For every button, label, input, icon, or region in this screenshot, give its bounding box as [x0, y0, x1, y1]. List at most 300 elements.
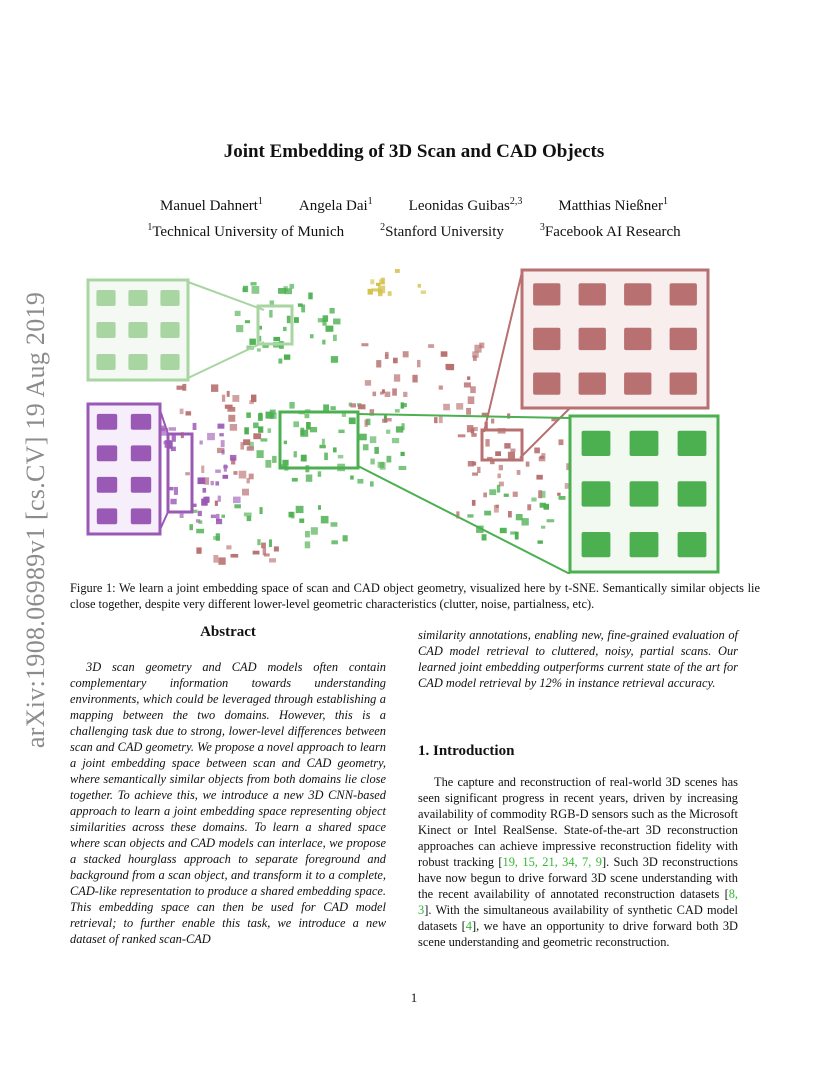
tsne-point [404, 403, 407, 407]
tsne-point [261, 543, 266, 549]
tsne-point [291, 512, 295, 519]
tsne-point [222, 395, 225, 402]
tsne-point [373, 392, 377, 397]
author: Leonidas Guibas$^{2,3}$ [408, 196, 523, 214]
abstract-text: 3D scan geometry and CAD models often contain complementary information towards understanding environments, which could be leveraged through establishing a mapping between the two domains. However, this is a challenging task due to strong, lower-level differences between scan and CAD geometry. We propose a novel approach to learn a joint embedding space between scan and CAD geometry, where semantically similar objects from both domains lie close together. To achieve this, we introduce a new 3D CNN-based approach to learn a joint embedding space representing object similarities across these domains. To learn a shared space where scan objects and CAD models can interlace, we propose a stacked hourglass approach to separate foreground and background from a scan object, and transform it to a complete, CAD-like representation to produce a shared embedding space. This embedding space can then be used for CAD model retrieval; to further enable this task, we introduce a new dataset of ranked scan-CAD [70, 660, 386, 946]
tsne-point [468, 396, 475, 404]
tsne-point [308, 293, 312, 300]
tsne-point [401, 452, 405, 456]
tsne-point [170, 499, 176, 505]
citation-link[interactable]: 4 [465, 919, 472, 933]
tsne-point [257, 539, 260, 545]
tsne-point [403, 351, 409, 357]
tsne-point [441, 351, 448, 357]
object-thumbnail [160, 290, 179, 306]
tsne-point [331, 522, 338, 527]
tsne-point [253, 551, 260, 555]
tsne-point [198, 520, 202, 523]
tsne-point [228, 415, 235, 422]
tsne-point [483, 493, 487, 498]
tsne-point [497, 485, 500, 493]
tsne-point [182, 384, 186, 391]
object-thumbnail [582, 532, 611, 557]
object-thumbnail [582, 481, 611, 506]
tsne-point [473, 427, 478, 431]
tsne-point [306, 475, 313, 482]
tsne-point [439, 386, 443, 390]
tsne-point [395, 409, 400, 412]
author: Matthias Nießner$^1$ [558, 196, 668, 214]
tsne-point [205, 477, 209, 485]
tsne-point [467, 514, 473, 517]
tsne-point [401, 423, 404, 430]
tsne-point [434, 417, 437, 423]
tsne-point [244, 427, 249, 434]
tsne-point [421, 291, 426, 294]
tsne-point [233, 471, 237, 475]
tsne-point [559, 496, 566, 500]
tsne-point [467, 376, 470, 380]
abstract-text-continued: similarity annotations, enabling new, fine-grained evaluation of CAD model retrieval to cluttered, noisy, partial scans. Our learned joint embedding outperforms current state of the art for CAD model retrieval by 12% in instance retrieval accuracy. [418, 628, 738, 690]
tsne-point [540, 503, 546, 508]
tsne-point [290, 284, 295, 289]
tsne-point [221, 515, 225, 518]
tsne-point [323, 404, 329, 411]
object-thumbnail [630, 431, 659, 456]
tsne-point [310, 334, 314, 338]
object-thumbnail [97, 508, 117, 524]
tsne-point [223, 475, 229, 479]
tsne-point [274, 546, 279, 551]
tsne-point [330, 308, 335, 314]
tsne-point [349, 418, 356, 425]
object-thumbnail [630, 481, 659, 506]
tsne-point [386, 430, 390, 434]
tsne-point [322, 340, 325, 345]
tsne-point [350, 476, 354, 480]
tsne-point [333, 447, 337, 452]
tsne-point [393, 358, 398, 364]
tsne-point [198, 511, 202, 516]
tsne-point [211, 481, 214, 485]
tsne-point [219, 433, 224, 436]
tsne-point [516, 514, 523, 520]
tsne-point [376, 360, 381, 367]
tsne-point [538, 540, 543, 543]
object-thumbnail [533, 373, 560, 395]
zoom-panel-green-light [88, 280, 188, 380]
tsne-point [510, 449, 515, 453]
tsne-point [374, 447, 379, 454]
tsne-point [318, 471, 322, 477]
tsne-point [251, 395, 256, 403]
tsne-point [482, 534, 487, 540]
object-thumbnail [96, 354, 115, 370]
tsne-point [381, 278, 385, 285]
tsne-point [310, 427, 317, 432]
tsne-point [472, 473, 478, 476]
object-thumbnail [533, 328, 560, 350]
tsne-point [477, 467, 480, 473]
tsne-point [392, 388, 397, 395]
tsne-point [395, 269, 400, 273]
tsne-point [351, 403, 357, 407]
tsne-figure [84, 262, 744, 574]
tsne-point [385, 392, 391, 397]
object-thumbnail [96, 290, 115, 306]
tsne-point [363, 444, 369, 450]
tsne-point [508, 511, 512, 518]
object-thumbnail [579, 283, 606, 305]
object-thumbnail [128, 322, 147, 338]
zoom-panel-green [570, 416, 718, 572]
object-thumbnail [131, 508, 151, 524]
tsne-point [378, 286, 385, 294]
zoom-panel-purple [88, 404, 160, 534]
tsne-point [318, 318, 323, 322]
citation-link[interactable]: 8, 3 [418, 887, 738, 917]
tsne-point [305, 531, 310, 537]
tsne-point [203, 497, 209, 503]
tsne-point [321, 516, 329, 524]
affiliation-list [0, 222, 828, 241]
tsne-point [269, 310, 272, 318]
tsne-point [242, 288, 246, 293]
tsne-point [387, 456, 392, 463]
tsne-point [215, 470, 221, 473]
tsne-point [380, 392, 384, 395]
tsne-point [270, 413, 277, 419]
tsne-point [235, 311, 241, 316]
tsne-point [201, 466, 204, 473]
tsne-point [244, 513, 252, 517]
tsne-point [338, 430, 344, 434]
tsne-point [193, 423, 197, 430]
intro-paragraph: The capture and reconstruction of real-world 3D scenes has seen significant progress in recent years, driven by increasing availability of commodity RGB-D sensors such as the Microsoft Kinect or Intel RealSense. State-of-the-art 3D reconstruction approaches can achieve impressive reconstruction fidelity with robust tracking [19, 15, 21, 34, 7, 9]. Such 3D reconstructions have now begun to drive forward 3D scene understanding with the recent availability of annotated reconstruction datasets [8, 3]. With the simultaneous availability of synthetic CAD model datasets [4], we have an opportunity to drive forward both 3D scene understanding and geometric reconstruction. [418, 775, 738, 949]
tsne-point [484, 511, 491, 516]
tsne-point [500, 528, 507, 533]
tsne-point [169, 487, 173, 491]
tsne-point [331, 356, 338, 363]
tsne-point [227, 407, 235, 412]
tsne-point [331, 540, 338, 544]
tsne-point [260, 507, 263, 514]
tsne-point [388, 291, 392, 296]
object-thumbnail [630, 532, 659, 557]
tsne-point [472, 500, 476, 506]
citation-link[interactable]: 19, 15, 21, 34, 7, 9 [502, 855, 602, 869]
tsne-point [547, 519, 555, 522]
tsne-point [249, 474, 254, 480]
tsne-point [306, 422, 311, 430]
tsne-point [542, 491, 546, 498]
tsne-point [230, 455, 237, 461]
tsne-point [240, 442, 244, 450]
object-thumbnail [670, 373, 697, 395]
tsne-point [498, 474, 501, 479]
tsne-point [216, 514, 219, 521]
tsne-point [247, 516, 252, 521]
tsne-point [357, 479, 363, 484]
tsne-point [213, 536, 220, 540]
tsne-point [196, 529, 204, 534]
tsne-point [296, 506, 304, 513]
tsne-point [278, 288, 286, 294]
tsne-point [385, 355, 389, 360]
tsne-point [283, 327, 287, 331]
tsne-point [203, 488, 207, 493]
object-thumbnail [96, 322, 115, 338]
tsne-point [333, 335, 337, 341]
author: Manuel Dahnert$^1$ [160, 196, 263, 214]
tsne-point [278, 359, 282, 364]
tsne-point [284, 441, 287, 445]
tsne-point [169, 427, 176, 431]
tsne-point [358, 404, 366, 409]
tsne-point [311, 527, 318, 535]
tsne-point [318, 505, 321, 510]
tsne-point [485, 439, 489, 447]
object-thumbnail [670, 283, 697, 305]
tsne-point [517, 470, 521, 475]
tsne-point [200, 441, 203, 445]
object-thumbnail [678, 481, 707, 506]
tsne-point [253, 423, 259, 429]
tsne-point [326, 326, 334, 332]
tsne-point [185, 472, 190, 475]
tsne-point [223, 465, 228, 468]
tsne-point [257, 348, 261, 351]
tsne-point [236, 325, 243, 332]
tsne-point [338, 455, 344, 459]
tsne-point [263, 548, 267, 555]
page-number: 1 [410, 990, 418, 1005]
tsne-point [213, 555, 218, 563]
tsne-point [403, 392, 407, 397]
tsne-point [370, 436, 377, 443]
tsne-point [417, 360, 421, 367]
paper-title: Joint Embedding of 3D Scan and CAD Objects [223, 141, 605, 162]
tsne-point [513, 492, 518, 497]
tsne-point [446, 364, 454, 369]
tsne-point [294, 317, 299, 323]
tsne-point [174, 487, 178, 495]
section-heading: 1. Introduction [418, 743, 515, 759]
object-thumbnail [624, 283, 651, 305]
tsne-point [289, 402, 294, 409]
tsne-point [496, 505, 499, 508]
tsne-point [282, 460, 288, 465]
tsne-point [232, 395, 239, 402]
tsne-point [495, 451, 501, 456]
tsne-point [227, 391, 230, 397]
object-thumbnail [131, 414, 151, 430]
tsne-point [378, 462, 384, 468]
tsne-point [259, 413, 262, 420]
tsne-point [305, 414, 310, 418]
tsne-point [305, 541, 311, 548]
object-thumbnail [678, 532, 707, 557]
tsne-point [299, 519, 304, 523]
tsne-point [468, 461, 474, 467]
tsne-point [382, 419, 387, 423]
object-thumbnail [579, 328, 606, 350]
tsne-point [189, 524, 193, 530]
tsne-point [180, 409, 184, 415]
tsne-point [269, 558, 276, 562]
tsne-point [211, 384, 218, 392]
object-thumbnail [670, 328, 697, 350]
tsne-point [207, 433, 215, 440]
affiliation: $^2$Stanford University [380, 222, 504, 240]
arxiv-stamp: arXiv:1908.06989v1 [cs.CV] 19 Aug 2019 [21, 291, 50, 749]
tsne-point [215, 481, 219, 485]
tsne-point [218, 496, 221, 502]
tsne-point [300, 430, 308, 437]
tsne-point [258, 426, 263, 432]
object-thumbnail [160, 322, 179, 338]
object-thumbnail [624, 328, 651, 350]
tsne-point [510, 531, 517, 534]
tsne-point [246, 412, 251, 418]
object-thumbnail [624, 373, 651, 395]
tsne-point [233, 497, 241, 504]
tsne-point [479, 343, 484, 349]
tsne-point [467, 425, 474, 432]
tsne-point [541, 526, 545, 529]
tsne-point [298, 303, 303, 306]
affiliation: $^3$Facebook AI Research [539, 222, 681, 240]
tsne-point [491, 419, 494, 424]
tsne-point [370, 459, 374, 465]
tsne-point [215, 501, 218, 506]
tsne-point [218, 424, 225, 429]
tsne-point [273, 337, 280, 341]
tsne-point [504, 443, 510, 449]
object-thumbnail [97, 414, 117, 430]
object-thumbnail [160, 354, 179, 370]
tsne-point [294, 451, 297, 457]
tsne-point [412, 375, 417, 383]
tsne-point [464, 382, 471, 387]
tsne-point [471, 433, 476, 437]
tsne-point [230, 424, 237, 431]
tsne-point [541, 453, 545, 458]
tsne-point [401, 402, 405, 408]
object-thumbnail [582, 431, 611, 456]
tsne-point [252, 286, 260, 294]
tsne-point [198, 477, 206, 484]
tsne-point [293, 421, 299, 427]
tsne-point [331, 406, 336, 410]
object-thumbnail [533, 283, 560, 305]
tsne-point [559, 439, 564, 445]
tsne-point [504, 494, 509, 497]
tsne-point [534, 448, 540, 454]
tsne-point [292, 478, 298, 482]
tsne-point [231, 554, 239, 558]
tsne-point [247, 446, 254, 450]
object-thumbnail [131, 477, 151, 493]
tsne-point [466, 408, 471, 415]
green-cluster-box [280, 412, 358, 468]
tsne-point [243, 439, 250, 445]
tsne-point [333, 319, 340, 325]
tsne-point [265, 460, 271, 468]
tsne-point [323, 315, 329, 322]
tsne-point [211, 515, 216, 519]
tsne-point [242, 489, 249, 496]
tsne-point [536, 475, 542, 480]
tsne-point [239, 471, 247, 479]
tsne-point [322, 439, 325, 445]
zoom-panel-red [522, 270, 708, 408]
author-list [0, 196, 828, 215]
tsne-point [359, 434, 366, 441]
tsne-point [489, 489, 496, 495]
tsne-point [443, 404, 450, 411]
tsne-point [343, 535, 348, 541]
tsne-point [361, 343, 368, 346]
object-thumbnail [97, 477, 117, 493]
object-thumbnail [678, 431, 707, 456]
tsne-point [218, 557, 225, 564]
tsne-point [526, 462, 530, 467]
tsne-point [370, 481, 374, 486]
tsne-point [268, 428, 272, 433]
tsne-point [301, 455, 307, 462]
figure-caption: Figure 1: We learn a joint embedding space of scan and CAD object geometry, visualized here by t-SNE. Semantically similar objects lie close together, despite very different lower-level geometric characteristics (clutter, noise, partialness, etc). [70, 581, 760, 611]
tsne-point [253, 433, 261, 439]
tsne-point [428, 344, 434, 348]
tsne-point [261, 438, 268, 441]
tsne-point [365, 380, 371, 386]
tsne-point [499, 465, 503, 470]
tsne-point [531, 498, 536, 502]
tsne-point [251, 282, 257, 285]
tsne-point [364, 420, 367, 427]
tsne-point [221, 440, 225, 447]
tsne-point [439, 416, 443, 423]
object-thumbnail [128, 354, 147, 370]
tsne-point [319, 445, 325, 449]
tsne-point [180, 514, 184, 518]
tsne-point [222, 450, 225, 455]
tsne-point [269, 539, 272, 547]
tsne-point [458, 434, 466, 437]
tsne-point [284, 355, 290, 360]
object-thumbnail [97, 445, 117, 461]
tsne-point [557, 493, 560, 496]
tsne-point [245, 320, 250, 323]
tsne-point [287, 316, 291, 324]
tsne-point [196, 547, 201, 553]
tsne-point [527, 504, 531, 510]
tsne-point [472, 351, 479, 357]
tsne-point [234, 504, 241, 508]
tsne-point [456, 403, 463, 410]
tsne-point [186, 411, 192, 415]
tsne-point [324, 453, 328, 461]
author: Angela Dai$^1$ [298, 196, 373, 214]
tsne-point [394, 374, 400, 381]
tsne-point [272, 456, 277, 463]
tsne-point [470, 386, 476, 393]
tsne-point [257, 450, 264, 458]
tsne-point [226, 545, 231, 549]
object-thumbnail [579, 373, 606, 395]
abstract-heading: Abstract [200, 624, 256, 640]
